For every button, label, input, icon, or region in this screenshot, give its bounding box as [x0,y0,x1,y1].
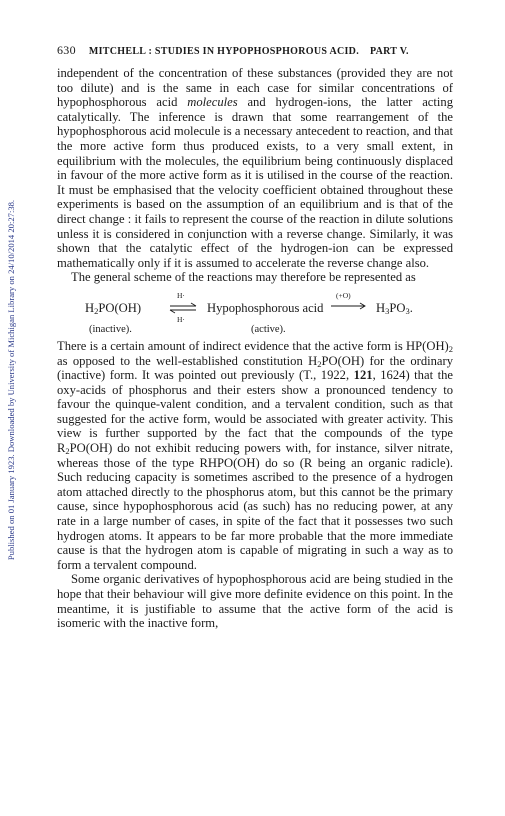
paragraph-organic-derivatives: Some organic derivatives of hypophosphorous acid are being studied in the hope that their behaviour will give more definite evidence on this point. In the meantime, it is justifiable to assume that the active form of the acid is isomeric with the inactive form, [57,572,453,631]
paragraph1-text-b: and hydrogen-ions, the latter acting catalytically. The inference is drawn that some rearrangement of the hypophosphorous acid molecule is a necessary antecedent to reaction, and that the more active form thus produced exists, to a very small extent, in equilibrium with the molecules, the equilibrium being continuously displaced in favour of the more active form as it is utilised in the course of the reaction. It must be emphasised that the velocity coefficient obtained throughout these experiments is based on the assumption of an equilibrium and is that of the direct change : it fails to represent the course of the reaction in dilute solutions unless it is considered in conjunction with a reverse change. Similarly, it was shown that the catalytic effect of the hydrogen-ion can be expressed mathematically only if it is assumed to accelerate the reverse change also. [57,95,453,270]
running-header [57,43,453,58]
active-form-name: Hypophosphorous acid [207,300,324,315]
publication-note: Published on 01 January 1923. Downloaded by University of Michigan Library on 24/10/2014 20:27:38. [6,199,16,561]
active-label: (active). [251,323,286,335]
equilibrium-arrow-icon [168,289,198,329]
reaction-equation [57,285,453,339]
inactive-formula: $H_2PO(OH)$ [85,300,142,316]
paragraph1-text-a: independent of the concentration of these substances (provided they are not too dilute) and is the same in each case for similar concentrations of hypophosphorous acid [57,66,453,110]
emphasis-molecules: molecules [187,95,238,110]
running-title: MITCHELL : STUDIES IN HYPOPHOSPHOROUS ACID. [88,46,360,57]
catalyst-top-label: H· [177,290,185,300]
catalyst-bottom-label: H· [177,314,185,324]
inactive-label: (inactive). [89,323,132,335]
oxidation-arrow-icon [329,289,369,319]
article-body [57,66,453,631]
oxidation-label: (+O) [336,290,351,300]
page-number: 630 [57,43,76,57]
product-formula: $H_3PO_3$. [376,300,413,316]
paragraph-continued [57,66,453,270]
publication-watermark [0,60,22,700]
paragraph-scheme-intro: The general scheme of the reactions may therefore be represented as [71,270,416,285]
paragraph-active-form-evidence: There is a certain amount of indirect evidence that the active form is $HP(OH)_2$ as opposed to the well-established constitution $H_2PO(OH)$ for the ordinary (inactive) form. It was pointed out previously (T., 1922, 121, 1624) that the oxy-acids of phosphorus and their esters show a pronounced tendency to favour the quinque-valent condition, and a tervalent condition, such as that suggested for the active form, would be associated with greater activity. This view is further supported by the fact that the compounds of the type $R_2PO(OH)$ do not exhibit reducing powers with, for instance, silver nitrate, whereas those of the type RHPO(OH) do so (R being an organic radicle). Such reducing capacity is sometimes ascribed to the presence of a hydrogen atom attached directly to the phosphorus atom, but this cannot be the primary cause, since hypophosphorous acid (as such) has no reducing power, at any rate in a large number of cases, in spite of the fact that it possesses two such hydrogen atoms. It appears to be far more probable that the more immediate cause is that the hydrogen atom is capable of migrating in such a way as to form a tervalent compound. [57,338,454,572]
part-label: PART V. [369,46,409,57]
volume-number: 121 [353,368,373,383]
